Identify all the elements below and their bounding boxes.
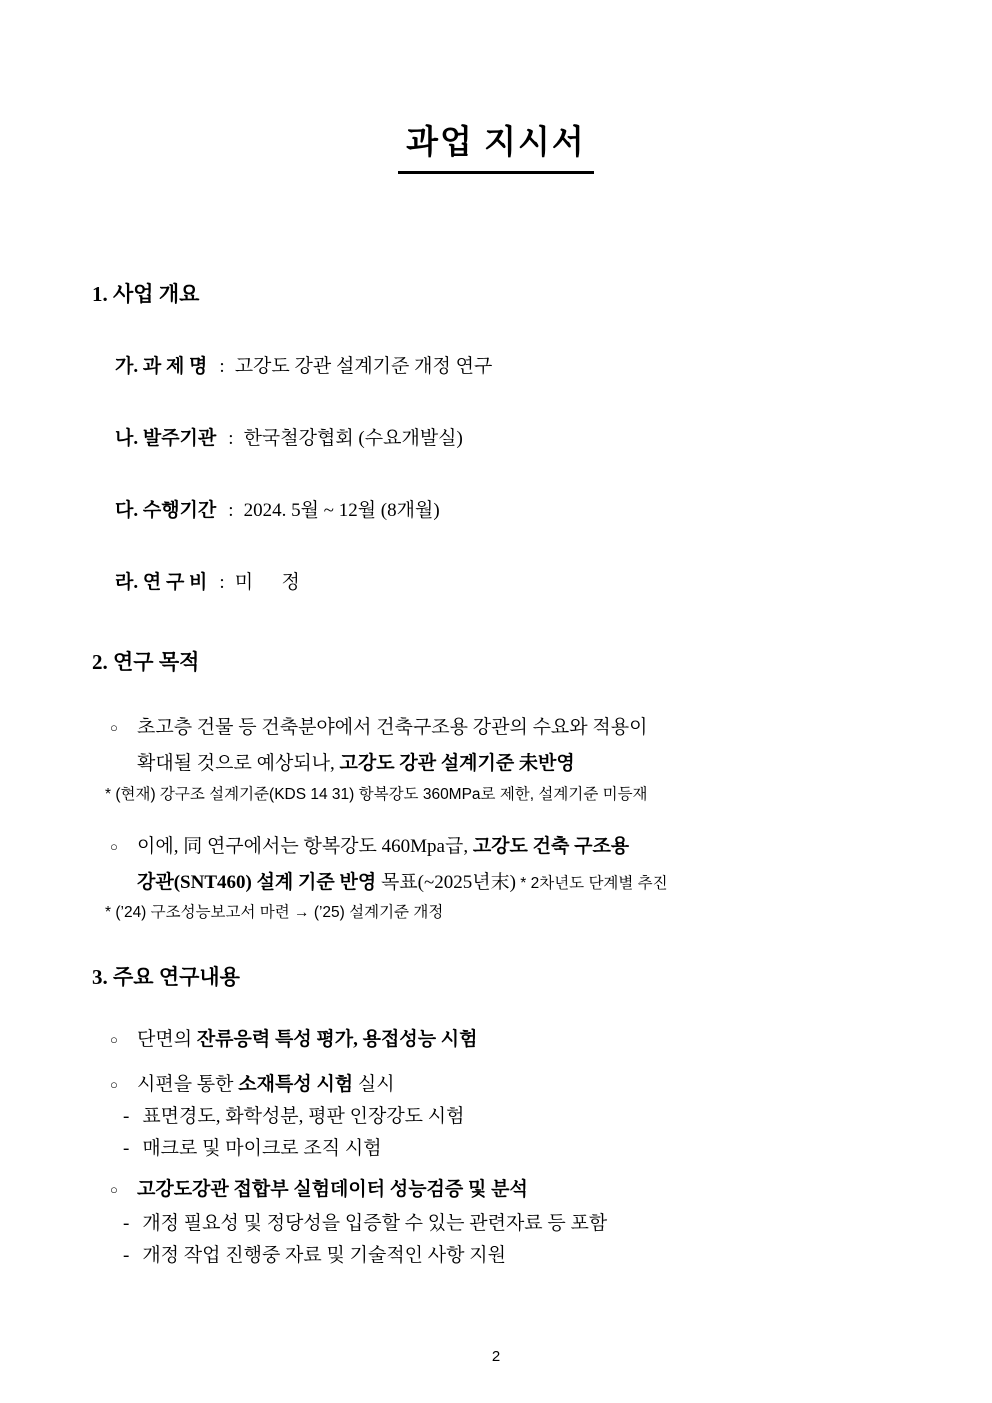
bullet-text xyxy=(137,1026,992,1054)
field-research-budget xyxy=(115,570,992,596)
bullet-text xyxy=(137,1071,992,1099)
dash-text: 개정 작업 진행중 자료 및 기술적인 사항 지원 xyxy=(142,1245,506,1266)
section-3-heading: 3. 주요 연구내용 xyxy=(92,965,240,989)
text-run-bold: 고강도강관 접합부 실험데이터 성능검증 및 분석 xyxy=(137,1179,528,1200)
field-separator: : xyxy=(228,500,234,521)
bullet-line xyxy=(137,829,992,865)
section-project-overview xyxy=(0,280,992,596)
circle-bullet-marker: ○ xyxy=(110,839,118,854)
dash-text: 매크로 및 마이크로 조직 시험 xyxy=(142,1138,382,1159)
field-separator: : xyxy=(219,572,225,593)
dash-marker: - xyxy=(123,1245,130,1266)
bullet-item-material-test xyxy=(110,1071,992,1099)
circle-bullet-marker: ○ xyxy=(110,1032,118,1047)
field-value: 고강도 강관 설계기준 개정 연구 xyxy=(234,356,493,377)
field-value: 2024. 5월 ~ 12월 (8개월) xyxy=(243,500,440,521)
bullet-item-joint-verification xyxy=(110,1176,992,1204)
field-project-period xyxy=(115,498,992,524)
text-run: 실시 xyxy=(353,1074,395,1095)
field-project-name xyxy=(115,354,992,380)
field-label: 다. 수행기간 xyxy=(115,500,217,521)
field-separator: : xyxy=(228,428,234,449)
field-ordering-agency xyxy=(115,426,992,452)
dash-text: 개정 필요성 및 정당성을 입증할 수 있는 관련자료 등 포함 xyxy=(142,1213,608,1234)
text-run: 이에, 同 연구에서는 항복강도 460Mpa급, xyxy=(137,836,473,857)
footnote-yearly-plan: * (’24) 구조성능보고서 마련 → (’25) 설계기준 개정 xyxy=(105,904,444,921)
bullet-item-demand-expansion xyxy=(110,710,992,782)
dash-item-macro-micro xyxy=(123,1136,992,1162)
bullet-text xyxy=(137,1176,992,1204)
dash-item-revision-support xyxy=(123,1243,992,1269)
text-run-bold: 잔류응력 특성 평가, 용접성능 시험 xyxy=(196,1029,478,1050)
text-run: 초고층 건물 등 건축분야에서 건축구조용 강관의 수요와 적용이 xyxy=(137,717,648,738)
text-run-bold: 강관(SNT460) 설계 기준 반영 xyxy=(137,872,377,893)
section-1-heading: 1. 사업 개요 xyxy=(92,282,200,306)
bullet-item-design-standard-goal xyxy=(110,829,992,902)
page-number: 2 xyxy=(491,1348,501,1365)
text-run: 확대될 것으로 예상되나, xyxy=(137,753,340,774)
text-run-bold: 소재특성 시험 xyxy=(238,1074,354,1095)
circle-bullet-marker: ○ xyxy=(110,1182,118,1197)
bullet-line xyxy=(137,865,992,902)
field-value: 한국철강협회 (수요개발실) xyxy=(243,428,463,449)
text-run-bold: 고강도 건축 구조용 xyxy=(472,836,630,857)
dash-item-surface-hardness xyxy=(123,1104,992,1130)
section-main-research-content xyxy=(0,963,992,1269)
field-label: 가. 과 제 명 xyxy=(115,356,208,377)
dash-marker: - xyxy=(123,1106,130,1127)
bullet-item-residual-stress xyxy=(110,1026,992,1054)
circle-bullet-marker: ○ xyxy=(110,720,118,735)
bullet-line xyxy=(137,710,992,746)
field-label: 라. 연 구 비 xyxy=(115,572,208,593)
dash-item-revision-evidence xyxy=(123,1211,992,1237)
text-run-bold: 고강도 강관 설계기준 未반영 xyxy=(339,753,575,774)
document-title: 과업 지시서 xyxy=(398,116,594,174)
circle-bullet-marker: ○ xyxy=(110,1077,118,1092)
text-run: 시편을 통한 xyxy=(137,1074,239,1095)
bullet-text xyxy=(137,710,992,782)
text-run: 단면의 xyxy=(137,1029,197,1050)
dash-text: 표면경도, 화학성분, 평판 인장강도 시험 xyxy=(142,1106,465,1127)
field-separator: : xyxy=(219,356,225,377)
text-run: 목표(~2025년末) xyxy=(376,872,516,893)
field-label: 나. 발주기관 xyxy=(115,428,217,449)
bullet-line xyxy=(137,746,992,782)
section-research-purpose xyxy=(0,648,992,924)
dash-marker: - xyxy=(123,1213,130,1234)
field-value: 미 정 xyxy=(234,572,300,593)
section-2-heading: 2. 연구 목적 xyxy=(92,650,200,674)
dash-marker: - xyxy=(123,1138,130,1159)
footnote-current-standard: * (현재) 강구조 설계기준(KDS 14 31) 항복강도 360MPa로 제한, 설계기준 미등재 xyxy=(105,786,648,803)
text-run-small: * 2차년도 단계별 추진 xyxy=(515,875,668,892)
title-container xyxy=(0,116,992,174)
bullet-text xyxy=(137,829,992,902)
